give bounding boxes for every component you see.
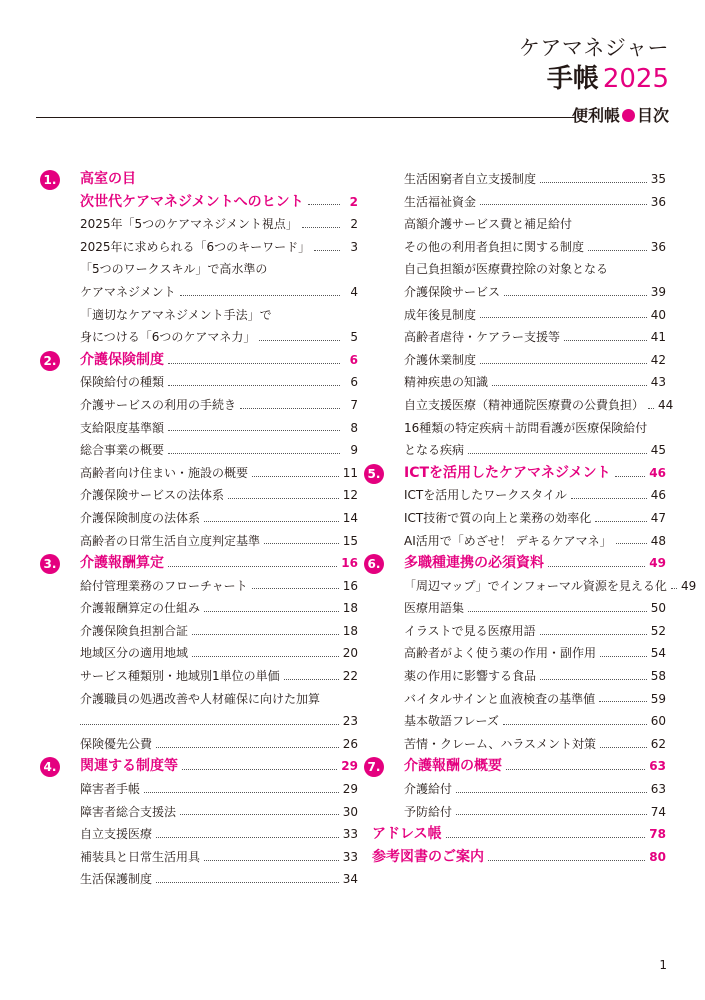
toc-entry-row[interactable] bbox=[364, 642, 666, 665]
header-rule bbox=[36, 117, 576, 118]
toc-page-number: 45 bbox=[650, 443, 666, 458]
toc-page-number: 63 bbox=[649, 759, 666, 774]
toc-leader-dots bbox=[182, 769, 337, 770]
toc-entry-title: 生活困窮者自立支援制度 bbox=[404, 172, 537, 186]
toc-entry-title: 「5つのワークスキル」で高水準の bbox=[80, 262, 268, 277]
toc-page-number: 3 bbox=[350, 239, 358, 254]
toc-page-number: 80 bbox=[649, 849, 666, 864]
toc-leader-dots bbox=[600, 656, 647, 657]
toc-entry-title: 介護保険サービス bbox=[404, 284, 501, 299]
toc-entry-title: イラストで見る医療用語 bbox=[404, 623, 536, 638]
toc-entry-row[interactable] bbox=[364, 688, 666, 711]
toc-entry-title: 障害者総合支援法 bbox=[80, 804, 177, 819]
toc-leader-dots bbox=[308, 204, 340, 205]
toc-entry-row[interactable] bbox=[364, 778, 666, 801]
toc-page-number: 44 bbox=[658, 397, 674, 412]
toc-page-number: 18 bbox=[342, 601, 358, 616]
toc-leader-dots bbox=[284, 679, 339, 680]
toc-section-row[interactable] bbox=[40, 191, 358, 214]
toc-page-number: 42 bbox=[650, 352, 666, 367]
toc-page-number: 8 bbox=[350, 420, 358, 435]
toc-entry-row[interactable] bbox=[364, 394, 674, 417]
toc-leader-dots bbox=[540, 679, 647, 680]
toc-entry-row[interactable] bbox=[40, 688, 358, 711]
toc-leader-dots bbox=[144, 792, 339, 793]
toc-page-number: 7 bbox=[350, 397, 358, 412]
toc-entry-row[interactable] bbox=[40, 710, 358, 733]
toc-leader-dots bbox=[204, 860, 339, 861]
section-number-badge: 7. bbox=[364, 757, 384, 777]
toc-entry-title: 生活保護制度 bbox=[80, 872, 153, 887]
toc-leader-dots bbox=[571, 498, 647, 499]
toc-page-number: 26 bbox=[342, 736, 358, 751]
toc-entry-row[interactable] bbox=[40, 326, 358, 349]
toc-entry-row[interactable] bbox=[40, 620, 358, 643]
toc-page-number: 33 bbox=[342, 827, 358, 842]
toc-page-number: 11 bbox=[342, 465, 358, 480]
toc-leader-dots bbox=[204, 521, 339, 522]
toc-page-number: 78 bbox=[649, 827, 666, 842]
toc-entry-row[interactable] bbox=[40, 304, 358, 327]
toc-entry-row[interactable] bbox=[364, 168, 666, 191]
toc-page-number: 41 bbox=[650, 330, 666, 345]
toc-leader-dots bbox=[168, 430, 340, 431]
toc-leader-dots bbox=[259, 340, 340, 341]
header-brand bbox=[519, 34, 669, 96]
toc-page-number: 74 bbox=[650, 804, 666, 819]
toc-column-right bbox=[364, 168, 697, 868]
toc-entry-title: 給付管理業務のフローチャート bbox=[80, 578, 248, 593]
toc-leader-dots bbox=[504, 295, 647, 296]
toc-entry-row[interactable] bbox=[40, 236, 358, 259]
toc-leader-dots bbox=[156, 747, 339, 748]
toc-leader-dots bbox=[456, 814, 647, 815]
toc-leader-dots bbox=[548, 566, 645, 567]
toc-entry-title: 障害者手帳 bbox=[80, 782, 141, 797]
toc-entry-row[interactable] bbox=[364, 191, 666, 214]
toc-entry-title: 自己負担額が医療費控除の対象となる bbox=[404, 262, 609, 277]
toc-section-row[interactable] bbox=[364, 846, 666, 869]
toc-entry-title: 「周辺マップ」でインフォーマル資源を見える化 bbox=[404, 578, 667, 593]
header-year: 2025 bbox=[602, 64, 669, 94]
toc-section-row[interactable] bbox=[40, 755, 358, 778]
toc-page-number: 15 bbox=[342, 533, 358, 548]
toc-entry-title: 介護サービスの利用の手続き bbox=[80, 397, 237, 412]
section-number-badge: 2. bbox=[40, 351, 60, 371]
toc-page-number: 23 bbox=[342, 714, 358, 729]
toc-entry-row[interactable] bbox=[364, 326, 666, 349]
toc-page-number: 46 bbox=[649, 465, 666, 480]
toc-page-number: 36 bbox=[650, 194, 666, 209]
toc-page-number: 22 bbox=[342, 669, 358, 684]
toc-entry-title: 自立支援医療（精神通院医療費の公費負担） bbox=[404, 397, 645, 412]
toc-page-number: 35 bbox=[650, 172, 666, 186]
toc-entry-title: 介護保険負担割合証 bbox=[80, 623, 189, 638]
toc-entry-row[interactable] bbox=[364, 665, 666, 688]
toc-page-number: 30 bbox=[342, 804, 358, 819]
section-number-badge: 3. bbox=[40, 554, 60, 574]
toc-leader-dots bbox=[264, 543, 339, 544]
toc-entry-title: 基本敬語フレーズ bbox=[404, 714, 499, 729]
toc-entry-title: 介護休業制度 bbox=[404, 352, 477, 367]
toc-page-number: 18 bbox=[342, 623, 358, 638]
toc-entry-row[interactable] bbox=[40, 868, 358, 891]
toc-entry-title: 2025年に求められる「6つのキーワード」 bbox=[80, 239, 311, 254]
toc-entry-title: 補装具と日常生活用具 bbox=[80, 849, 201, 864]
toc-entry-title: 高齢者の日常生活自立度判定基準 bbox=[80, 533, 261, 548]
toc-entry-title: 身につける「6つのケアマネ力」 bbox=[80, 330, 256, 345]
bullet-dot-icon bbox=[622, 109, 635, 122]
toc-entry-row[interactable] bbox=[364, 371, 666, 394]
toc-entry-title: となる疾病 bbox=[404, 443, 465, 458]
toc-page-number: 43 bbox=[650, 375, 666, 390]
toc-entry-row[interactable] bbox=[40, 371, 358, 394]
toc-entry-row[interactable] bbox=[40, 575, 358, 598]
toc-leader-dots bbox=[600, 747, 647, 748]
toc-entry-row[interactable] bbox=[40, 439, 358, 462]
toc-leader-dots bbox=[468, 611, 647, 612]
toc-entry-title: その他の利用者負担に関する制度 bbox=[404, 239, 585, 254]
toc-section-row[interactable] bbox=[40, 552, 358, 575]
toc-entry-row[interactable] bbox=[40, 213, 358, 236]
toc-leader-dots bbox=[252, 588, 339, 589]
toc-leader-dots bbox=[168, 363, 340, 364]
toc-entry-row[interactable] bbox=[364, 575, 697, 598]
toc-entry-title: 成年後見制度 bbox=[404, 307, 477, 322]
toc-entry-row[interactable] bbox=[364, 801, 666, 824]
toc-page-number: 47 bbox=[650, 510, 666, 525]
toc-entry-title: サービス種類別・地域別1単位の単価 bbox=[80, 669, 280, 684]
toc-section-title: 次世代ケアマネジメントへのヒント bbox=[80, 193, 304, 210]
toc-page-number: 33 bbox=[342, 849, 358, 864]
toc-entry-title: 自立支援医療 bbox=[80, 827, 153, 842]
toc-leader-dots bbox=[180, 814, 339, 815]
toc-leader-dots bbox=[240, 408, 340, 409]
toc-page-number: 52 bbox=[650, 623, 666, 638]
toc-entry-title: 2025年「5つのケアマネジメント視点」 bbox=[80, 217, 298, 232]
toc-section-title: 関連する制度等 bbox=[80, 758, 178, 775]
toc-entry-row[interactable] bbox=[364, 258, 666, 281]
toc-leader-dots bbox=[671, 588, 677, 589]
toc-leader-dots bbox=[456, 792, 647, 793]
toc-leader-dots bbox=[595, 521, 646, 522]
header-title-text: 手帳 bbox=[546, 64, 599, 94]
toc-page-number: 29 bbox=[341, 759, 358, 774]
toc-page-number: 62 bbox=[650, 736, 666, 751]
toc-section-row[interactable] bbox=[364, 462, 666, 485]
toc-entry-row[interactable] bbox=[364, 484, 666, 507]
toc-page-number: 16 bbox=[341, 556, 358, 571]
toc-entry-title: 高齢者がよく使う薬の作用・副作用 bbox=[404, 646, 597, 661]
toc-leader-dots bbox=[168, 566, 337, 567]
toc-leader-dots bbox=[564, 340, 647, 341]
toc-entry-title: 薬の作用に影響する食品 bbox=[404, 669, 537, 684]
toc-leader-dots bbox=[192, 656, 339, 657]
toc-entry-row[interactable] bbox=[40, 846, 358, 869]
toc-page-number: 12 bbox=[342, 488, 358, 503]
toc-entry-row[interactable] bbox=[364, 597, 666, 620]
toc-entry-title: 医療用語集 bbox=[404, 601, 465, 616]
toc-entry-title: 保険優先公費 bbox=[80, 736, 153, 751]
toc-leader-dots bbox=[599, 701, 647, 702]
toc-page-number: 63 bbox=[650, 782, 666, 797]
toc-section-title: アドレス帳 bbox=[372, 826, 442, 843]
toc-page-number: 20 bbox=[342, 646, 358, 661]
toc-entry-row[interactable] bbox=[364, 710, 666, 733]
toc-section-row[interactable] bbox=[40, 168, 358, 191]
toc-leader-dots bbox=[446, 837, 646, 838]
toc-page-number: 34 bbox=[342, 872, 358, 887]
toc-page-number: 59 bbox=[650, 691, 666, 706]
header-title-line1: ケアマネジャー bbox=[518, 36, 669, 60]
toc-section-title: 多職種連携の必須資料 bbox=[404, 555, 544, 572]
header-subtitle bbox=[572, 104, 669, 128]
header-title-line2 bbox=[519, 62, 669, 96]
toc-entry-title: 介護職員の処遇改善や人材確保に向けた加算 bbox=[80, 691, 321, 706]
toc-entry-title: AI活用で「めざせ！ デキるケアマネ」 bbox=[404, 533, 612, 548]
header-subtitle-right: 目次 bbox=[636, 106, 669, 125]
toc-entry-row[interactable] bbox=[40, 778, 358, 801]
toc-page-number: 48 bbox=[650, 533, 666, 548]
toc-page-number: 2 bbox=[349, 194, 358, 209]
toc-entry-row[interactable] bbox=[40, 484, 358, 507]
toc-entry-row[interactable] bbox=[40, 642, 358, 665]
toc-entry-title: 高額介護サービス費と補足給付 bbox=[404, 217, 573, 232]
toc-entry-title: 「適切なケアマネジメント手法」で bbox=[80, 307, 272, 322]
toc-page-number: 6 bbox=[350, 375, 358, 390]
toc-leader-dots bbox=[480, 204, 647, 205]
toc-page-number: 36 bbox=[650, 239, 666, 254]
toc-page-number: 49 bbox=[680, 578, 697, 593]
toc-entry-row[interactable] bbox=[40, 801, 358, 824]
toc-leader-dots bbox=[480, 363, 647, 364]
toc-entry-title: 精神疾患の知識 bbox=[404, 375, 489, 390]
toc-entry-title: 苦情・クレーム、ハラスメント対策 bbox=[404, 736, 597, 751]
toc-page-number: 2 bbox=[350, 217, 358, 232]
toc-leader-dots bbox=[302, 227, 340, 228]
toc-entry-row[interactable] bbox=[364, 236, 666, 259]
toc-entry-row[interactable] bbox=[364, 304, 666, 327]
toc-leader-dots bbox=[492, 385, 647, 386]
toc-page-number: 58 bbox=[650, 669, 666, 684]
toc-leader-dots bbox=[506, 769, 645, 770]
toc-entry-row[interactable] bbox=[364, 733, 666, 756]
toc-section-title: 高室の目 bbox=[80, 171, 136, 187]
toc-entry-row[interactable] bbox=[364, 620, 666, 643]
toc-entry-title: 介護報酬算定の仕組み bbox=[80, 601, 201, 616]
toc-entry-title: 介護保険制度の法体系 bbox=[80, 510, 201, 525]
toc-section-row[interactable] bbox=[364, 823, 666, 846]
toc-entry-row[interactable] bbox=[40, 507, 358, 530]
toc-entry-title: バイタルサインと血液検査の基準値 bbox=[404, 691, 596, 706]
toc-entry-title: ケアマネジメント bbox=[80, 284, 176, 299]
toc-entry-row[interactable] bbox=[40, 597, 358, 620]
header-subtitle-left: 便利帳 bbox=[571, 106, 620, 125]
page-number: 1 bbox=[659, 958, 667, 972]
toc-leader-dots bbox=[314, 250, 340, 251]
toc-entry-row[interactable] bbox=[40, 530, 358, 553]
toc-entry-row[interactable] bbox=[40, 394, 358, 417]
toc-entry-title: 16種類の特定疾病＋訪問看護が医療保険給付 bbox=[404, 420, 648, 435]
toc-entry-title: 総合事業の概要 bbox=[80, 443, 165, 458]
toc-page-number: 60 bbox=[650, 714, 666, 729]
toc-entry-row[interactable] bbox=[364, 213, 666, 236]
toc-page-number: 29 bbox=[342, 782, 358, 797]
toc-entry-row[interactable] bbox=[40, 281, 358, 304]
toc-page-number: 50 bbox=[650, 601, 666, 616]
toc-leader-dots bbox=[168, 453, 340, 454]
toc-leader-dots bbox=[180, 295, 340, 296]
toc-section-row[interactable] bbox=[364, 755, 666, 778]
toc-entry-title: 生活福祉資金 bbox=[404, 194, 477, 209]
toc-page-number: 4 bbox=[350, 284, 358, 299]
toc-section-row[interactable] bbox=[364, 552, 666, 575]
toc-page-number: 46 bbox=[650, 488, 666, 503]
toc-leader-dots bbox=[480, 317, 647, 318]
toc-entry-row[interactable] bbox=[40, 462, 358, 485]
toc-leader-dots bbox=[156, 882, 339, 883]
toc-section-title: 参考図書のご案内 bbox=[372, 848, 484, 865]
toc-leader-dots bbox=[252, 476, 339, 477]
toc-leader-dots bbox=[468, 453, 647, 454]
toc-entry-row[interactable] bbox=[364, 349, 666, 372]
toc-section-title: 介護報酬の概要 bbox=[404, 758, 502, 775]
toc-page-number: 16 bbox=[342, 578, 358, 593]
toc-leader-dots bbox=[156, 837, 339, 838]
toc-entry-title: 高齢者向け住まい・施設の概要 bbox=[80, 465, 249, 480]
section-number-badge: 1. bbox=[40, 170, 60, 190]
toc-section-title: ICTを活用したケアマネジメント bbox=[404, 464, 611, 481]
toc-entry-title: 介護保険サービスの法体系 bbox=[80, 488, 225, 503]
section-number-badge: 4. bbox=[40, 757, 60, 777]
toc-page-number: 14 bbox=[342, 510, 358, 525]
toc-leader-dots bbox=[615, 476, 646, 477]
toc-leader-dots bbox=[616, 543, 647, 544]
toc-page-number: 5 bbox=[350, 330, 358, 345]
toc-entry-title: 高齢者虐待・ケアラー支援等 bbox=[404, 330, 561, 345]
toc-section-title: 介護保険制度 bbox=[80, 351, 164, 368]
toc-section-row[interactable] bbox=[40, 349, 358, 372]
toc-leader-dots bbox=[648, 408, 654, 409]
toc-entry-title: 支給限度基準額 bbox=[80, 420, 165, 435]
toc-section-title: 介護報酬算定 bbox=[80, 555, 164, 572]
toc-page-number: 6 bbox=[349, 352, 358, 367]
toc-leader-dots bbox=[192, 634, 339, 635]
toc-entry-row[interactable] bbox=[40, 258, 358, 281]
toc-leader-dots bbox=[540, 182, 647, 183]
toc-entry-row[interactable] bbox=[364, 281, 666, 304]
toc-entry-row[interactable] bbox=[364, 439, 666, 462]
toc-leader-dots bbox=[168, 385, 340, 386]
toc-entry-title: 保険給付の種類 bbox=[80, 375, 165, 390]
toc-leader-dots bbox=[588, 250, 647, 251]
toc-leader-dots bbox=[204, 611, 339, 612]
toc-entry-row[interactable] bbox=[40, 823, 358, 846]
toc-entry-title: ICTを活用したワークスタイル bbox=[404, 488, 567, 503]
section-number-badge: 6. bbox=[364, 554, 384, 574]
toc-entry-row[interactable] bbox=[364, 507, 666, 530]
section-number-badge: 5. bbox=[364, 464, 384, 484]
toc-page-number: 9 bbox=[350, 443, 358, 458]
toc-column-left bbox=[40, 168, 358, 891]
toc-entry-title: 介護給付 bbox=[404, 782, 453, 797]
toc-entry-row[interactable] bbox=[40, 417, 358, 440]
toc-entry-title: 予防給付 bbox=[404, 804, 453, 819]
toc-page-number: 39 bbox=[650, 284, 666, 299]
toc-entry-title: ICT技術で質の向上と業務の効率化 bbox=[404, 510, 592, 525]
toc-entry-row[interactable] bbox=[40, 733, 358, 756]
toc-leader-dots bbox=[540, 634, 647, 635]
toc-leader-dots bbox=[503, 724, 647, 725]
toc-entry-row[interactable] bbox=[364, 530, 666, 553]
toc-leader-dots bbox=[228, 498, 339, 499]
toc-leader-dots bbox=[80, 724, 339, 725]
toc-entry-title: 地域区分の適用地域 bbox=[80, 646, 189, 661]
toc-entry-row[interactable] bbox=[364, 417, 666, 440]
toc-entry-row[interactable] bbox=[40, 665, 358, 688]
toc-page-number: 40 bbox=[650, 307, 666, 322]
toc-page-number: 54 bbox=[650, 646, 666, 661]
toc-page-number: 49 bbox=[649, 556, 666, 571]
toc-leader-dots bbox=[488, 860, 645, 861]
